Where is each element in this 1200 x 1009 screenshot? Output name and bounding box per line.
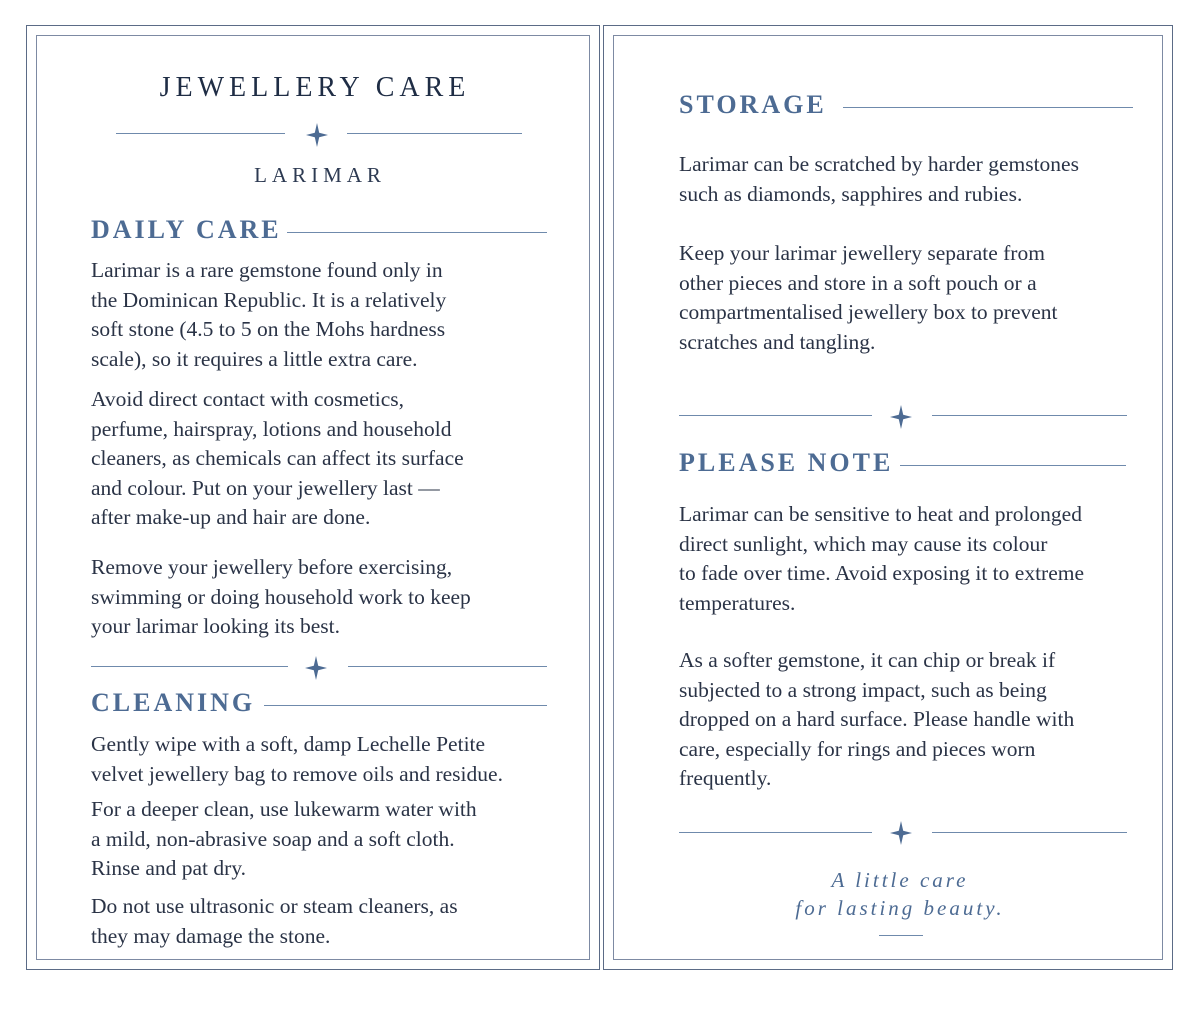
text-line: As a softer gemstone, it can chip or break if [679,648,1056,672]
section-heading-storage: STORAGE [679,90,827,119]
divider-line [91,666,288,667]
text-line: swimming or doing household work to keep [91,584,471,609]
text-line: Larimar can be sensitive to heat and prolonged [679,502,1082,526]
heading-rule [843,107,1133,108]
cleaning-paragraph-3 [91,892,458,951]
text-line: velvet jewellery bag to remove oils and residue. [91,761,503,786]
page-subtitle: LARIMAR [254,163,386,187]
tagline [750,866,1050,922]
sparkle-icon [305,656,327,680]
tagline-line: for lasting beauty. [795,896,1005,920]
text-line: soft stone (4.5 to 5 on the Mohs hardness [91,317,446,341]
text-line: temperatures. [679,590,796,615]
sparkle-icon [890,821,912,845]
text-line: a mild, non-abrasive soap and a soft cloth. [91,826,455,851]
text-line: direct sunlight, which may cause its colour [679,531,1048,556]
divider-line [932,415,1127,416]
text-line: Avoid direct contact with cosmetics, [91,387,405,411]
text-line: the Dominican Republic. It is a relatively [91,287,447,312]
please-note-paragraph-2 [679,646,1074,794]
text-line: Larimar can be scratched by harder gemstones [679,152,1079,176]
text-line: Do not use ultrasonic or steam cleaners, as [91,894,458,918]
storage-paragraph-1 [679,150,1079,209]
cleaning-paragraph-2 [91,795,477,884]
text-line: and colour. Put on your jewellery last — [91,475,440,500]
divider-line [348,666,547,667]
text-line: For a deeper clean, use lukewarm water with [91,797,477,821]
text-line: Gently wipe with a soft, damp Lechelle Petite [91,732,486,756]
sparkle-icon [890,405,912,429]
sparkle-icon [306,123,328,147]
please-note-paragraph-1 [679,500,1084,618]
text-line: scratches and tangling. [679,329,876,354]
text-line: Larimar is a rare gemstone found only in [91,258,443,282]
divider-line [932,832,1127,833]
heading-rule [264,705,547,706]
text-line: other pieces and store in a soft pouch or a [679,270,1037,295]
tagline-underline [879,935,923,936]
text-line: scale), so it requires a little extra care. [91,346,418,371]
text-line: after make-up and hair are done. [91,505,371,529]
text-line: dropped on a hard surface. Please handle with [679,707,1075,731]
text-line: subjected to a strong impact, such as being [679,677,1047,702]
page-title: JEWELLERY CARE [159,72,471,103]
text-line: Rinse and pat dry. [91,856,247,880]
section-heading-cleaning: CLEANING [91,688,256,717]
heading-rule [900,465,1126,466]
daily-care-paragraph-1 [91,256,446,374]
section-heading-please-note: PLEASE NOTE [679,448,894,477]
divider-line [679,415,872,416]
divider-line [347,133,522,134]
text-line: cleaners, as chemicals can affect its surface [91,446,464,470]
text-line: Remove your jewellery before exercising, [91,555,453,579]
text-line: they may damage the stone. [91,923,331,948]
text-line: frequently. [679,766,772,790]
divider-line [116,133,285,134]
text-line: your larimar looking its best. [91,614,341,638]
text-line: such as diamonds, sapphires and rubies. [679,181,1023,206]
section-heading-daily-care: DAILY CARE [91,215,282,244]
daily-care-paragraph-2 [91,385,464,533]
divider-line [679,832,872,833]
text-line: to fade over time. Avoid exposing it to extreme [679,561,1085,585]
cleaning-paragraph-1 [91,730,503,789]
text-line: compartmentalised jewellery box to prevent [679,300,1058,324]
heading-rule [287,232,547,233]
text-line: care, especially for rings and pieces worn [679,736,1036,761]
daily-care-paragraph-3 [91,553,471,642]
text-line: Keep your larimar jewellery separate from [679,241,1045,265]
text-line: perfume, hairspray, lotions and household [91,416,452,441]
storage-paragraph-2 [679,239,1058,357]
tagline-line: A little care [831,868,969,892]
